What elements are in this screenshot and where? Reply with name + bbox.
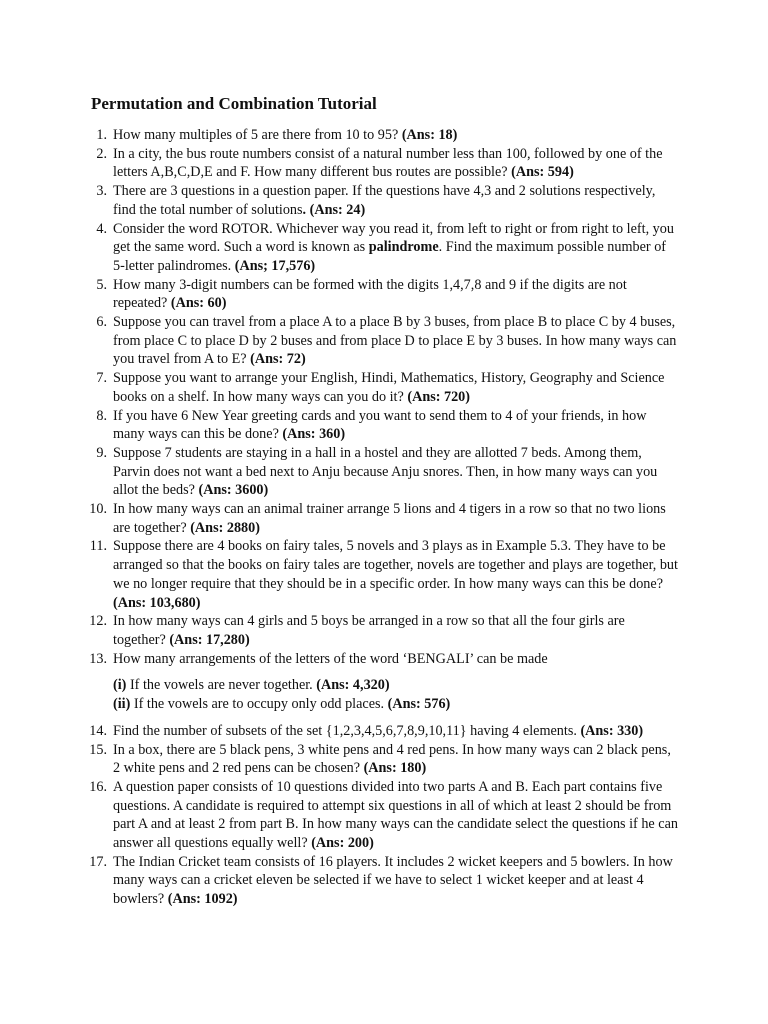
question-item [0, 145, 678, 182]
question-item [0, 276, 678, 313]
question-number: 12. [89, 613, 107, 630]
question-number: 15. [89, 741, 107, 758]
question-text: Consider the word ROTOR. Whichever way you read it, from left to right or from right to left, you get the same word. Such a word is known as [113, 220, 674, 256]
question-text: In a box, there are 5 black pens, 3 white pens and 4 red pens. In how many ways can 2 black pens, 2 white pens and 2 red pens can be chosen? [113, 741, 671, 777]
page-title: Permutation and Combination Tutorial [91, 94, 377, 113]
answer: (Ans: 360) [282, 426, 346, 443]
answer: (Ans: 720) [407, 388, 471, 405]
question-item [0, 369, 678, 406]
answer: (Ans: 180) [363, 760, 427, 777]
question-item [0, 313, 678, 369]
question-number: 9. [96, 444, 107, 461]
question-text: A question paper consists of 10 questions divided into two parts A and B. Each part contains five questions. A candidate is required to attempt six questions in all of which at least 2 should be from part A and at least 2 from part B. In how many ways can the candidate select the questions if he can answer all questions equally well? [113, 778, 678, 852]
question-item [0, 612, 678, 649]
keyword: palindrome [368, 239, 439, 256]
question-number: 16. [89, 778, 107, 795]
subpart-label: (ii) [113, 696, 131, 713]
answer: (Ans: 330) [580, 722, 644, 739]
question-item [0, 444, 678, 500]
question-number: 6. [96, 314, 107, 331]
question-text: The Indian Cricket team consists of 16 players. It includes 2 wicket keepers and 5 bowlers. In how many ways can a cricket eleven be selected if we have to select 1 wicket keeper and at least 4 bowlers? [113, 853, 673, 908]
question-item [0, 650, 678, 669]
question-text: How many 3-digit numbers can be formed with the digits 1,4,7,8 and 9 if the digits are not repeated? [113, 276, 627, 312]
subpart-item [0, 676, 678, 695]
question-item [0, 500, 678, 537]
question-text: How many multiples of 5 are there from 10 to 95? [113, 127, 402, 143]
question-number: 3. [96, 183, 107, 200]
answer: (Ans: 594) [511, 164, 574, 181]
subpart-text: If the vowels are never together. [126, 677, 317, 694]
question-number: 8. [96, 407, 107, 424]
question-list [0, 126, 768, 909]
question-number: 1. [96, 127, 107, 143]
question-number: 17. [89, 853, 107, 870]
subpart-label: (i) [113, 677, 127, 694]
question-text: In how many ways can 4 girls and 5 boys be arranged in a row so that all the four girls are together? [113, 613, 625, 648]
question-text: How many arrangements of the letters of the word ‘BENGALI’ can be made [113, 650, 548, 667]
answer: (Ans; 17,576) [234, 257, 316, 274]
question-item [0, 407, 678, 444]
answer: (Ans: 60) [170, 295, 227, 312]
answer: (Ans: 18) [401, 127, 458, 143]
q13-subparts [0, 676, 768, 713]
question-item [0, 182, 678, 219]
question-text: Suppose 7 students are staying in a hall in a hostel and they are allotted 7 beds. Among them, Parvin does not want a bed next to Anju because Anju snores. Then, in how many ways can you allot the beds? [113, 444, 658, 499]
question-text: Find the number of subsets of the set {1,2,3,4,5,6,7,8,9,10,11} having 4 elements. [113, 722, 581, 739]
subpart-item [0, 695, 678, 714]
question-item [0, 853, 678, 909]
question-text: In how many ways can an animal trainer arrange 5 lions and 4 tigers in a row so that no two lions are together? [113, 501, 666, 536]
question-item [0, 220, 678, 276]
answer: (Ans: 2880) [190, 519, 260, 536]
question-item [0, 778, 678, 853]
answer: (Ans: 17,280) [169, 631, 250, 648]
question-number: 11. [89, 538, 107, 555]
question-text: There are 3 questions in a question paper. If the questions have 4,3 and 2 solutions respectively, find the total number of solutions [113, 183, 656, 218]
question-text: In a city, the bus route numbers consist of a natural number less than 100, followed by one of the letters A,B,C,D,E and F. How many different bus routes are possible? [113, 145, 663, 181]
question-number: 14. [89, 722, 107, 739]
question-text: If you have 6 New Year greeting cards and you want to send them to 4 of your friends, in how many ways can this be done? [113, 407, 647, 443]
question-text-cont: . Find the maximum possible number of 5-letter palindromes. [113, 239, 667, 274]
answer: (Ans: 1092) [167, 891, 238, 908]
question-item [0, 537, 678, 612]
question-item [0, 126, 678, 145]
answer: (Ans: 3600) [198, 482, 269, 499]
question-item [0, 741, 678, 778]
answer: (Ans: 103,680) [113, 594, 201, 611]
subpart-text: If the vowels are to occupy only odd places. [130, 696, 388, 713]
question-number: 4. [96, 220, 107, 237]
answer: (Ans: 576) [387, 696, 451, 713]
answer: . (Ans: 24) [302, 201, 366, 218]
question-number: 10. [89, 501, 107, 518]
question-number: 2. [96, 145, 107, 162]
answer: (Ans: 200) [311, 835, 374, 852]
question-text: Suppose you can travel from a place A to a place B by 3 buses, from place B to place C by 4 buses, from place C to place D by 2 buses and from place D to place E by 3 buses. In how many ways can you travel from A to E? [113, 314, 677, 368]
question-text: Suppose there are 4 books on fairy tales, 5 novels and 3 plays as in Example 5.3. They have to be arranged so that the books on fairy tales are together, novels are together and plays are together, but we no longer require that they should be in a specific order. In how many ways can this be done? [113, 538, 678, 592]
question-number: 7. [96, 370, 107, 387]
question-number: 13. [89, 650, 107, 667]
answer: (Ans: 4,320) [316, 677, 390, 694]
question-number: 5. [96, 276, 107, 293]
question-item [0, 722, 678, 741]
answer: (Ans: 72) [250, 351, 306, 368]
question-text: Suppose you want to arrange your English, Hindi, Mathematics, History, Geography and Science books on a shelf. In how many ways can you do it? [113, 370, 665, 405]
